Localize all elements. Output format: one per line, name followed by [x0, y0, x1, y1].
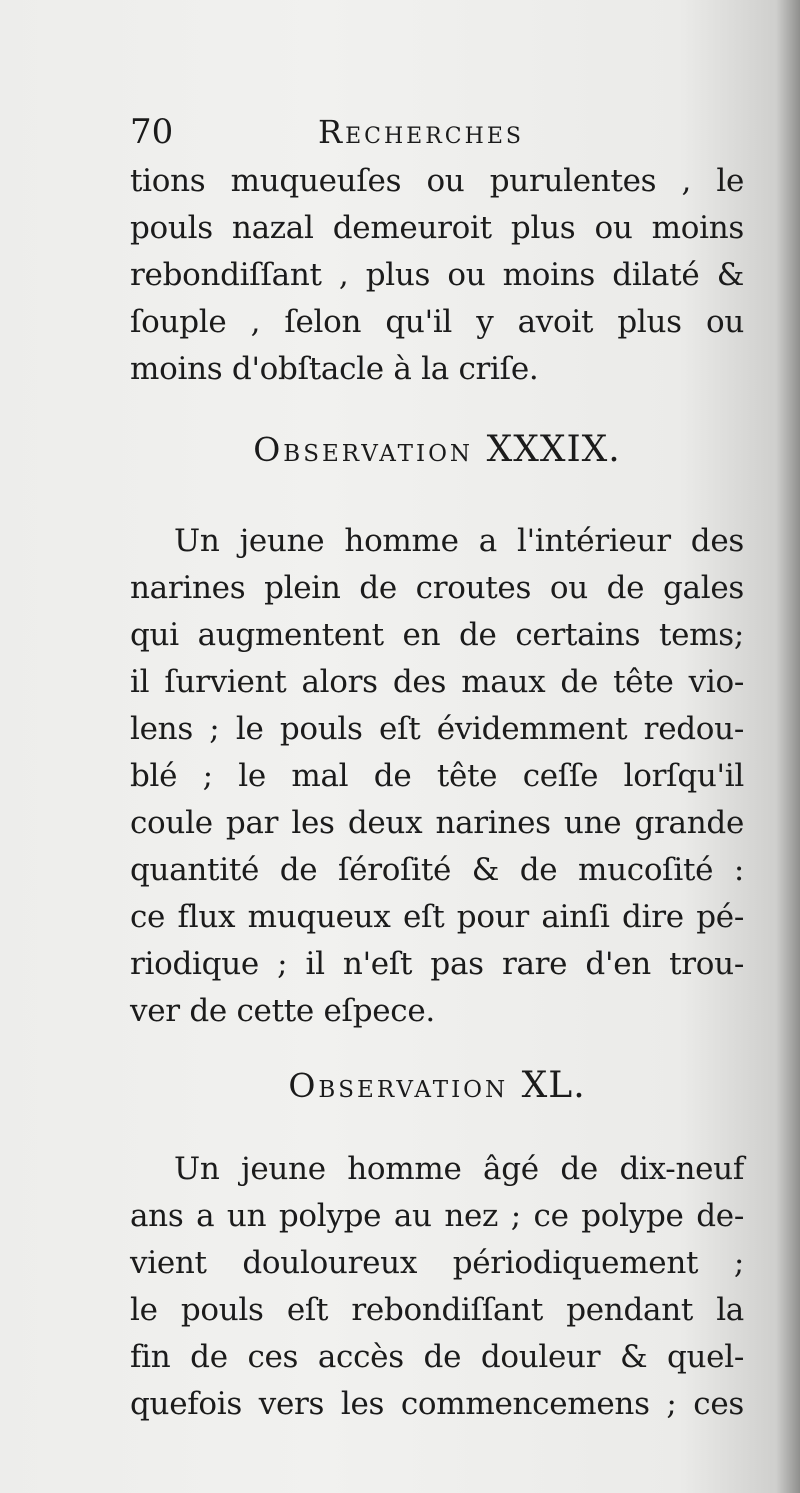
text-line: ver de cette eſpece. — [130, 993, 435, 1029]
text-line: Un jeune homme âgé de dix-neuf — [174, 1151, 744, 1187]
text-line: vient douloureux périodiquement ; — [130, 1245, 744, 1281]
text-line: ans a un polype au nez ; ce polype de- — [130, 1198, 744, 1234]
observation-heading-39 — [130, 422, 744, 478]
text-line: rebondiſſant , plus ou moins dilaté & — [130, 257, 744, 293]
observation-heading-40 — [130, 1058, 744, 1114]
text-line: qui augmentent en de certains tems; — [130, 617, 744, 653]
text-line: quefois vers les commencemens ; ces — [130, 1386, 744, 1422]
running-head: Recherches — [318, 113, 524, 151]
page-number: 70 — [130, 112, 174, 152]
page-header — [130, 108, 750, 156]
text-line: narines plein de croutes ou de gales — [130, 570, 744, 606]
text-line: ce flux muqueux eſt pour ainſi dire pé- — [130, 899, 744, 935]
text-line: lens ; le pouls eſt évidemment redou- — [130, 711, 744, 747]
text-line: blé ; le mal de tête ceſſe lorſqu'il — [130, 758, 744, 794]
observation-label: Observation — [253, 430, 474, 469]
observation-number: XL. — [521, 1065, 586, 1106]
text-line: coule par les deux narines une grande — [130, 805, 744, 841]
text-line: moins d'obſtacle à la criſe. — [130, 351, 539, 387]
text-line: riodique ; il n'eſt pas rare d'en trou- — [130, 946, 744, 982]
text-line: tions muqueuſes ou purulentes , le — [130, 163, 744, 199]
observation-label: Observation — [288, 1066, 509, 1105]
text-line: Un jeune homme a l'intérieur des — [174, 523, 744, 559]
text-line: pouls nazal demeuroit plus ou moins — [130, 210, 744, 246]
text-line: quantité de ſéroſité & de mucoſité : — [130, 852, 744, 888]
text-line: il ſurvient alors des maux de tête vio- — [130, 664, 744, 700]
observation-number: XXXIX. — [486, 429, 621, 470]
text-line: le pouls eſt rebondiſſant pendant la — [130, 1292, 744, 1328]
observation-39-paragraph — [130, 518, 744, 1035]
paragraph-continued — [130, 158, 744, 393]
text-line: fin de ces accès de douleur & quel- — [130, 1339, 744, 1375]
observation-40-paragraph — [130, 1146, 744, 1428]
text-line: ſouple , ſelon qu'il y avoit plus ou — [130, 304, 744, 340]
